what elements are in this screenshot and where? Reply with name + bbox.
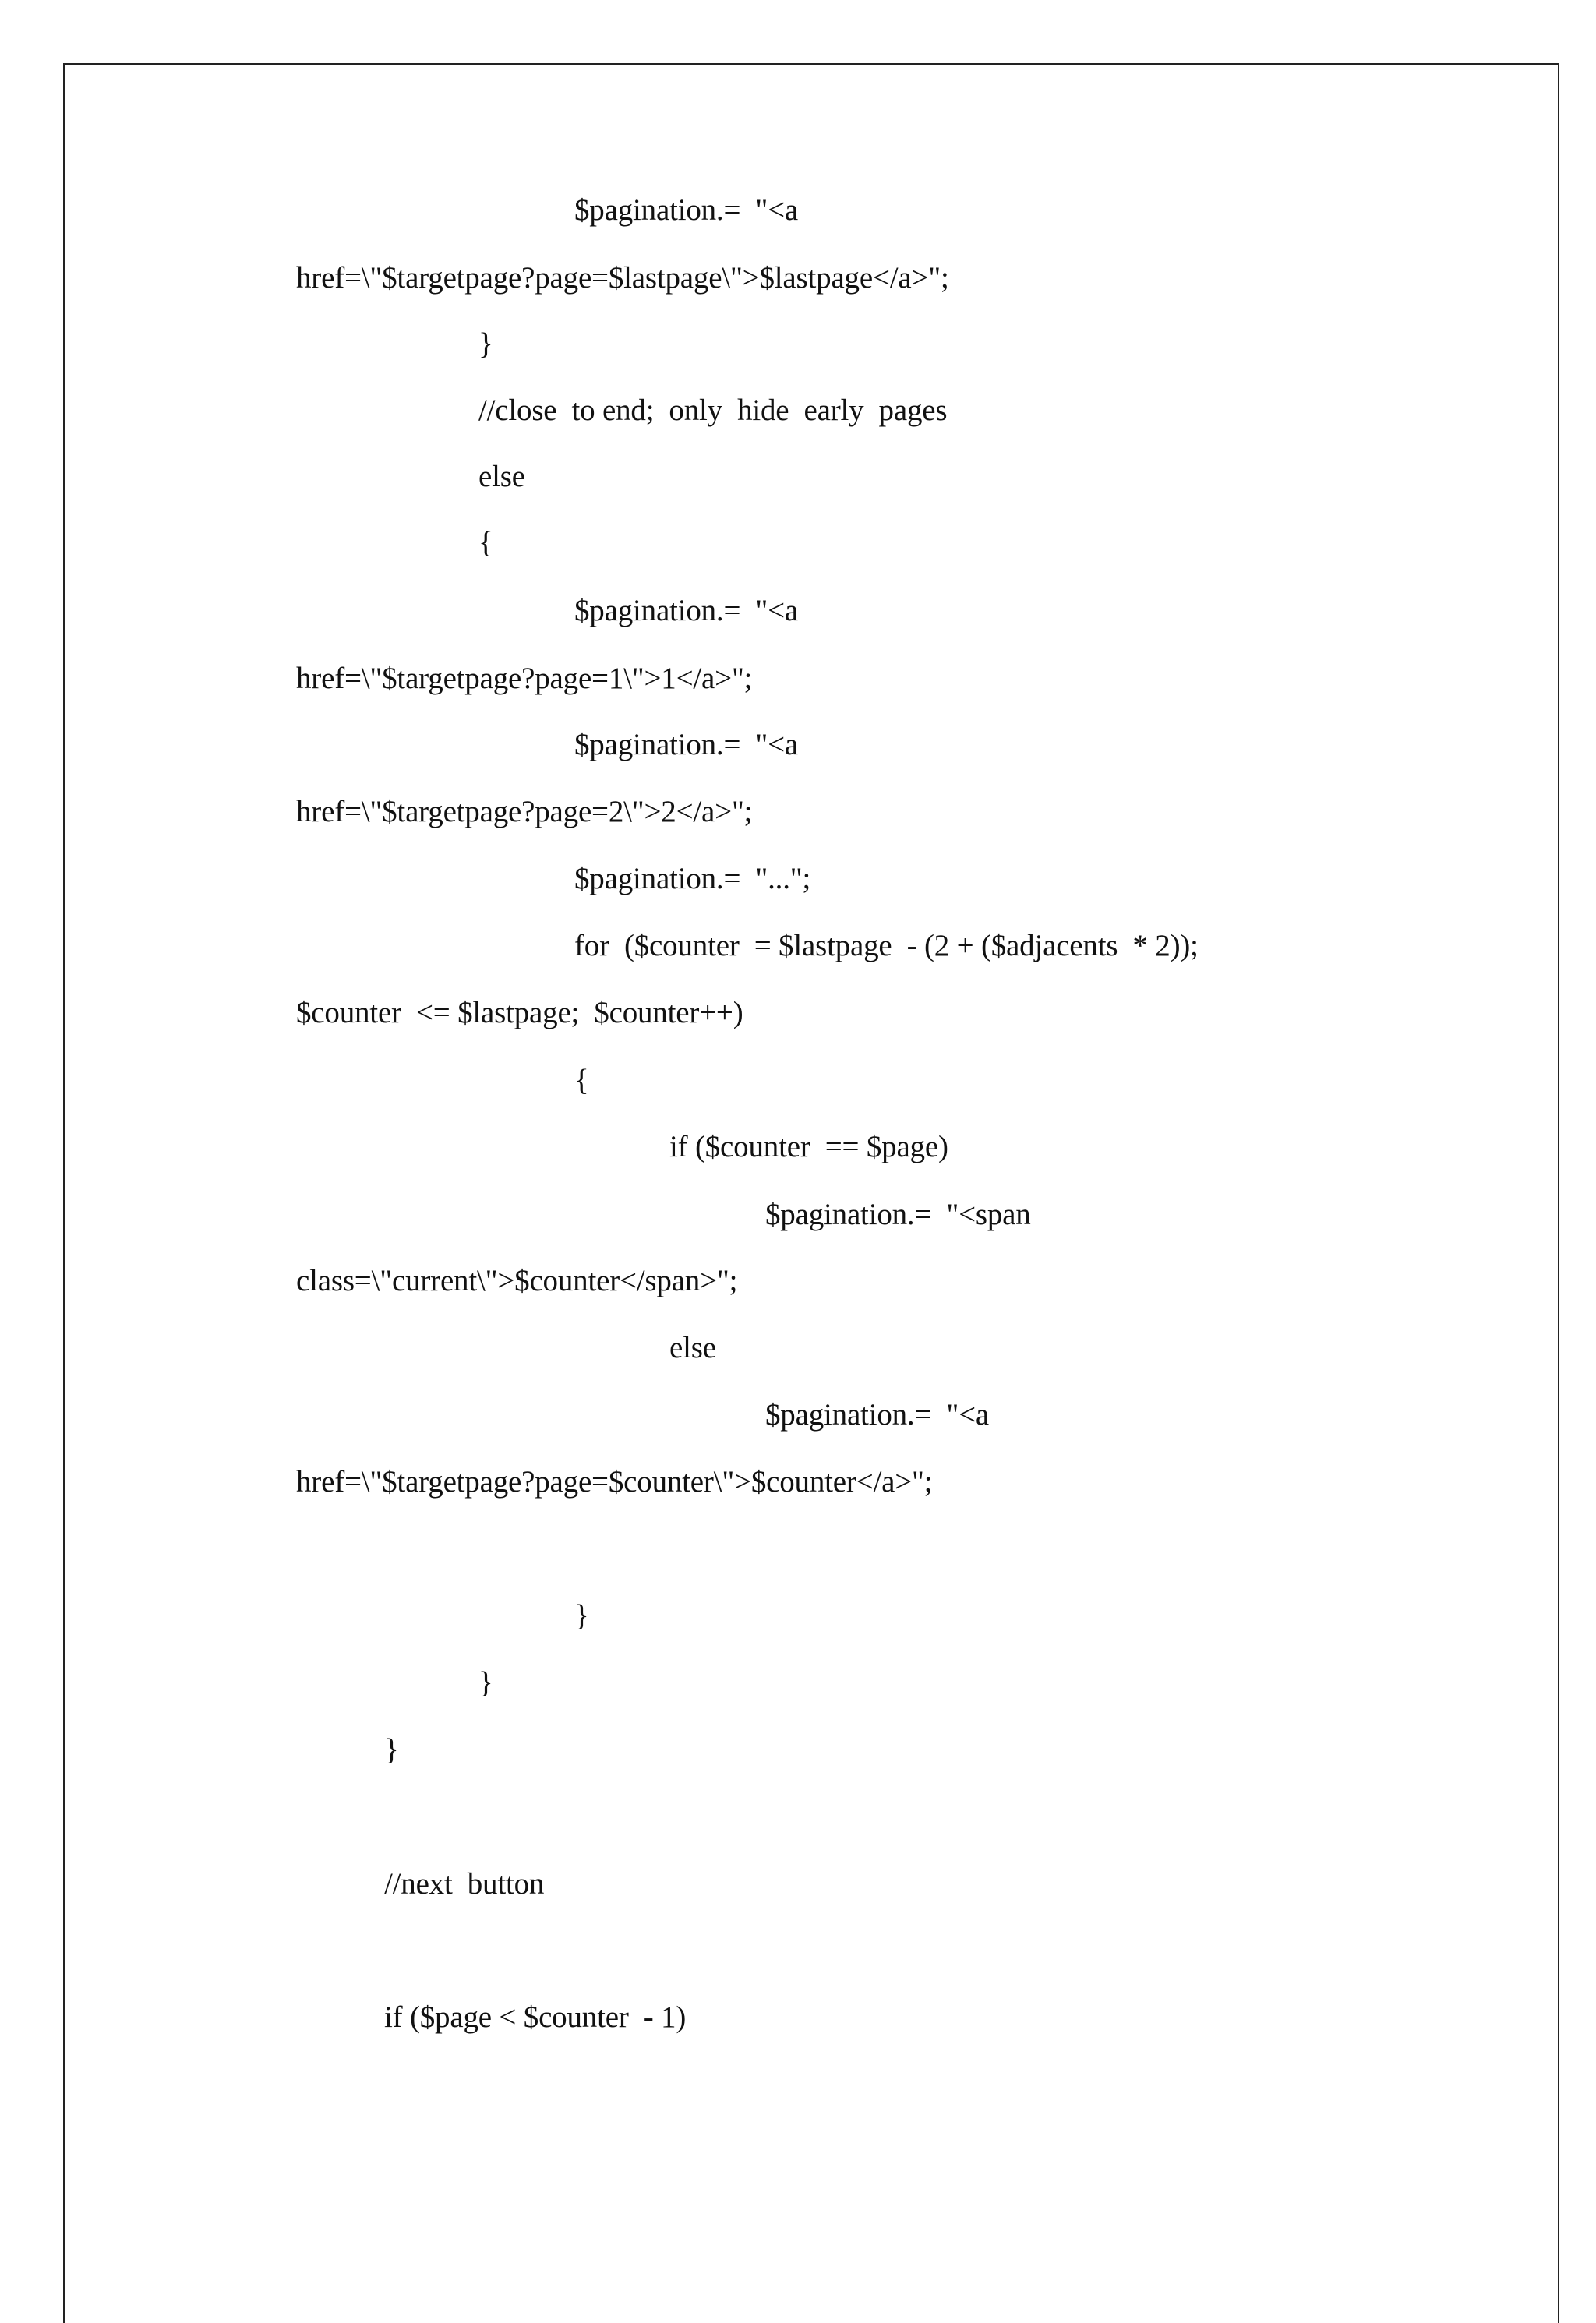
code-line: $pagination.= "<a [765, 1398, 989, 1432]
code-line: href=\"$targetpage?page=2\">2</a>"; [296, 795, 753, 828]
code-line: //close to end; only hide early pages [478, 394, 948, 427]
code-line: $pagination.= "<span [765, 1198, 1031, 1231]
code-line: } [574, 1599, 589, 1633]
code-line: if ($counter == $page) [669, 1130, 948, 1163]
code-line: } [478, 327, 493, 361]
code-line: href=\"$targetpage?page=$counter\">$counter</a>"; [296, 1465, 933, 1499]
code-line: class=\"current\">$counter</span>"; [296, 1264, 738, 1297]
code-line: for ($counter = $lastpage - (2 + ($adjacents * 2)); [574, 929, 1199, 962]
code-line: href=\"$targetpage?page=1\">1</a>"; [296, 662, 753, 695]
code-line: href=\"$targetpage?page=$lastpage\">$lastpage</a>"; [296, 261, 949, 295]
code-line: } [478, 1666, 493, 1700]
code-line: $pagination.= "<a [574, 728, 798, 761]
code-line: $pagination.= "<a [574, 193, 798, 227]
code-line: $counter <= $lastpage; $counter++) [296, 996, 743, 1029]
code-line: $pagination.= "<a [574, 594, 798, 627]
code-line: { [574, 1064, 589, 1097]
code-line: { [478, 526, 493, 560]
code-line: else [669, 1331, 716, 1364]
code-line: //next button [384, 1867, 545, 1901]
code-line: if ($page < $counter - 1) [384, 2000, 687, 2034]
code-line: } [384, 1733, 399, 1767]
code-line: else [478, 460, 525, 493]
code-line: $pagination.= "..."; [574, 862, 811, 895]
